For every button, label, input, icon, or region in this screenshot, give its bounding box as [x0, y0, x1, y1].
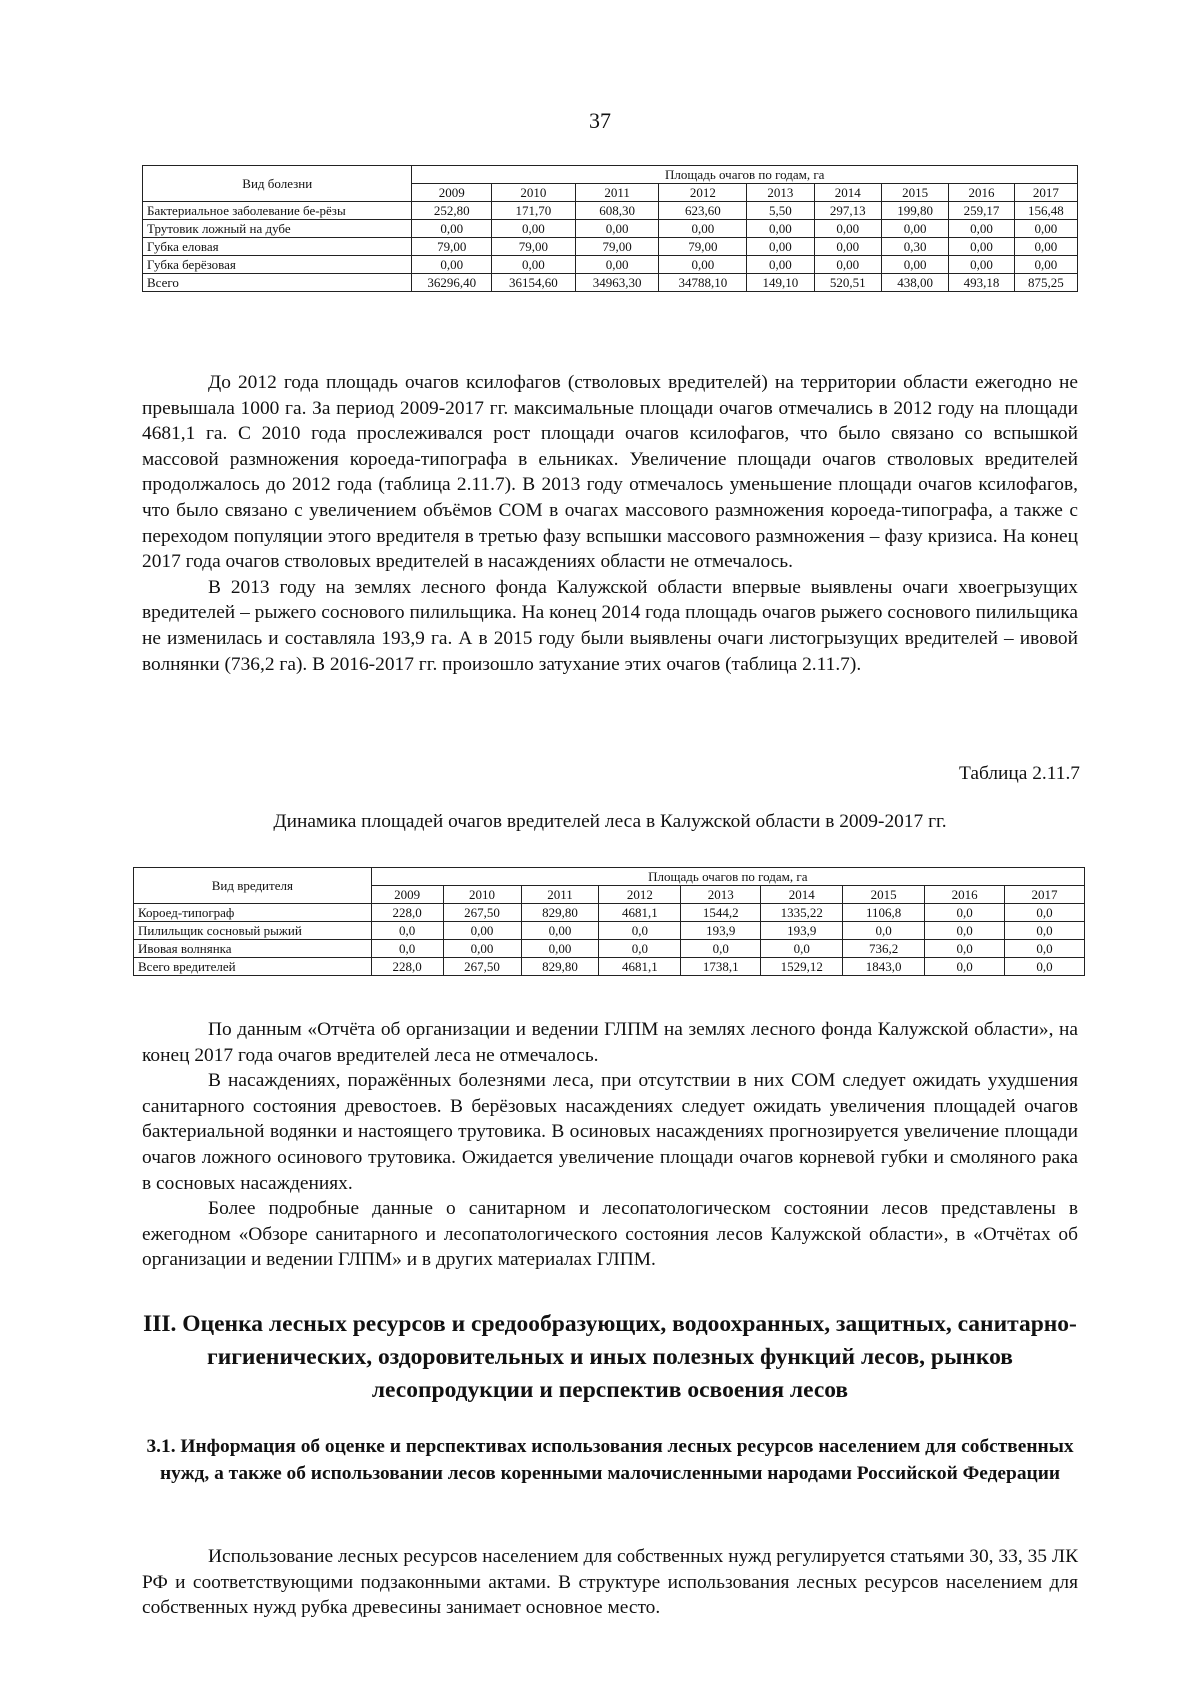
area-value: 0,0: [681, 940, 761, 958]
year-header: 2011: [521, 886, 599, 904]
area-value: 0,00: [949, 256, 1014, 274]
area-value: 193,9: [761, 922, 843, 940]
area-group-header: Площадь очагов по годам, га: [371, 868, 1084, 886]
year-header: 2011: [575, 184, 659, 202]
paragraph: Более подробные данные о санитарном и лесопатологическом состоянии лесов представлены в ежегодном «Обзоре санитарного и лесопатологического состояния лесов Калужской области», в «Отчётах об организации и ведении ГЛПМ» и в других материалах ГЛПМ.: [142, 1198, 1078, 1271]
year-header: 2013: [681, 886, 761, 904]
area-value: 0,00: [814, 220, 881, 238]
area-value: 493,18: [949, 274, 1014, 292]
table-row: [143, 202, 1078, 220]
area-value: 297,13: [814, 202, 881, 220]
area-value: 0,00: [492, 256, 576, 274]
area-value: 5,50: [747, 202, 814, 220]
year-header: 2012: [599, 886, 681, 904]
table-caption: Динамика площадей очагов вредителей леса в Калужской области в 2009-2017 гг.: [273, 811, 947, 832]
area-value: 0,0: [371, 922, 443, 940]
table-row: [134, 904, 1085, 922]
area-value: 0,00: [747, 220, 814, 238]
area-value: 0,0: [1005, 922, 1085, 940]
area-value: 0,00: [575, 220, 659, 238]
disease-name: Губка еловая: [143, 238, 412, 256]
disease-table: [142, 165, 1078, 292]
area-value: 829,80: [521, 904, 599, 922]
area-value: 171,70: [492, 202, 576, 220]
area-value: 0,00: [492, 220, 576, 238]
area-value: 0,00: [1014, 238, 1077, 256]
disease-name: Трутовик ложный на дубе: [143, 220, 412, 238]
area-value: 0,00: [747, 256, 814, 274]
area-value: 0,0: [925, 922, 1005, 940]
area-value: 0,00: [521, 940, 599, 958]
year-header: 2014: [761, 886, 843, 904]
area-value: 1544,2: [681, 904, 761, 922]
paragraph: До 2012 года площадь очагов ксилофагов (стволовых вредителей) на территории области ежегодно не превышала 1000 га. За период 2009-2017 гг. максимальные площади очагов отмечались в 2012 году на площади 4681,1 га. С 2010 года прослеживался рост площади очагов ксилофагов, что было связано со вспышкой массовой размножения короеда-типографа в ельниках. Увеличение площади очагов стволовых вредителей продолжалось до 2012 года (таблица 2.11.7). В 2013 году отмечалось уменьшение площади очагов ксилофагов, что было связано с увеличением объёмов СОМ в очагах массового размножения короеда-типографа, а также с переходом популяции этого вредителя в третью фазу вспышки массового размножения – фазу кризиса. На конец 2017 года очагов стволовых вредителей в насаждениях области не отмечалось.: [142, 372, 1078, 573]
table-row: [143, 256, 1078, 274]
area-value: 0,00: [881, 220, 948, 238]
section-title: III. Оценка лесных ресурсов и средообразующих, водоохранных, защитных, санитарно-гигиенических, оздоровительных и иных полезных функций лесов, рынков лесопродукции и перспектив освоения лесов: [143, 1311, 1077, 1403]
table-row: [134, 940, 1085, 958]
area-value: 0,0: [761, 940, 843, 958]
area-value: 0,00: [1014, 220, 1077, 238]
area-value: 0,0: [599, 940, 681, 958]
text-block-forecast: [142, 1017, 1078, 1273]
table-row: [143, 220, 1078, 238]
area-value: 0,00: [814, 256, 881, 274]
pest-name: Всего вредителей: [134, 958, 372, 976]
pest-table: [133, 867, 1085, 976]
area-value: 267,50: [443, 904, 521, 922]
area-value: 0,00: [1014, 256, 1077, 274]
area-value: 0,0: [1005, 958, 1085, 976]
paragraph: По данным «Отчёта об организации и ведении ГЛПМ на землях лесного фонда Калужской области», на конец 2017 года очагов вредителей леса не отмечалось.: [142, 1019, 1078, 1066]
area-value: 0,00: [521, 922, 599, 940]
area-value: 1106,8: [843, 904, 925, 922]
area-value: 0,00: [659, 220, 747, 238]
year-header: 2015: [843, 886, 925, 904]
area-value: 36296,40: [412, 274, 492, 292]
area-value: 79,00: [492, 238, 576, 256]
area-value: 875,25: [1014, 274, 1077, 292]
area-value: 1843,0: [843, 958, 925, 976]
table-row: [134, 958, 1085, 976]
year-header: 2016: [925, 886, 1005, 904]
disease-name: Всего: [143, 274, 412, 292]
disease-name: Бактериальное заболевание бе-рёзы: [143, 202, 412, 220]
year-header: 2016: [949, 184, 1014, 202]
year-header: 2009: [371, 886, 443, 904]
area-value: 0,0: [599, 922, 681, 940]
page-number: 37: [589, 108, 611, 133]
paragraph: Использование лесных ресурсов населением для собственных нужд регулируется статьями 30, 33, 35 ЛК РФ и соответствующими подзаконными актами. В структуре использования лесных ресурсов населением для собственных нужд рубка древесины занимает основное место.: [142, 1546, 1078, 1619]
table-row: [134, 922, 1085, 940]
area-value: 34963,30: [575, 274, 659, 292]
paragraph: В насаждениях, поражённых болезнями леса, при отсутствии в них СОМ следует ожидать ухудшения санитарного состояния древостоев. В берёзовых насаждениях следует ожидать увеличения площадей очагов бактериальной водянки и настоящего трутовика. В осиновых насаждениях прогнозируется увеличение площади очагов ложного осинового трутовика. Ожидается увеличение площади очагов корневой губки и смоляного рака в сосновых насаждениях.: [142, 1070, 1078, 1194]
area-value: 0,00: [575, 256, 659, 274]
area-value: 0,0: [371, 940, 443, 958]
text-block-xylophages: [142, 370, 1078, 677]
pest-name: Ивовая волнянка: [134, 940, 372, 958]
year-header: 2010: [492, 184, 576, 202]
area-value: 0,00: [443, 922, 521, 940]
area-value: 4681,1: [599, 904, 681, 922]
area-value: 252,80: [412, 202, 492, 220]
area-value: 0,00: [881, 256, 948, 274]
area-value: 79,00: [659, 238, 747, 256]
year-header: 2014: [814, 184, 881, 202]
table-row: [143, 274, 1078, 292]
area-value: 4681,1: [599, 958, 681, 976]
disease-name: Губка берёзовая: [143, 256, 412, 274]
table-label: Таблица 2.11.7: [959, 763, 1080, 784]
year-header: 2017: [1014, 184, 1077, 202]
pest-name: Пилильщик сосновый рыжий: [134, 922, 372, 940]
area-value: 0,0: [1005, 904, 1085, 922]
area-value: 0,00: [412, 256, 492, 274]
area-group-header: Площадь очагов по годам, га: [412, 166, 1078, 184]
area-value: 0,00: [949, 238, 1014, 256]
year-header: 2012: [659, 184, 747, 202]
area-value: 1738,1: [681, 958, 761, 976]
area-value: 0,0: [925, 904, 1005, 922]
area-value: 79,00: [575, 238, 659, 256]
year-header: 2010: [443, 886, 521, 904]
area-value: 193,9: [681, 922, 761, 940]
pest-col-header: Вид вредителя: [134, 868, 372, 904]
area-value: 156,48: [1014, 202, 1077, 220]
area-value: 0,0: [1005, 940, 1085, 958]
area-value: 79,00: [412, 238, 492, 256]
area-value: 829,80: [521, 958, 599, 976]
area-value: 736,2: [843, 940, 925, 958]
year-header: 2017: [1005, 886, 1085, 904]
area-value: 0,0: [925, 958, 1005, 976]
area-value: 520,51: [814, 274, 881, 292]
area-value: 0,30: [881, 238, 948, 256]
year-header: 2015: [881, 184, 948, 202]
subsection-title: 3.1. Информация об оценке и перспективах использования лесных ресурсов населением для собственных нужд, а также об использовании лесов коренными малочисленными народами Российской Федерации: [146, 1436, 1074, 1484]
year-header: 2013: [747, 184, 814, 202]
area-value: 0,00: [814, 238, 881, 256]
area-value: 0,00: [443, 940, 521, 958]
area-value: 259,17: [949, 202, 1014, 220]
area-value: 0,00: [659, 256, 747, 274]
table-row: [143, 238, 1078, 256]
pest-name: Короед-типограф: [134, 904, 372, 922]
text-block-resources: [142, 1544, 1078, 1621]
area-value: 267,50: [443, 958, 521, 976]
year-header: 2009: [412, 184, 492, 202]
area-value: 623,60: [659, 202, 747, 220]
area-value: 149,10: [747, 274, 814, 292]
area-value: 0,00: [949, 220, 1014, 238]
area-value: 608,30: [575, 202, 659, 220]
area-value: 36154,60: [492, 274, 576, 292]
paragraph: В 2013 году на землях лесного фонда Калужской области впервые выявлены очаги хвоегрызущих вредителей – рыжего соснового пилильщика. На конец 2014 года площадь очагов рыжего соснового пилильщика не изменилась и составляла 193,9 га. А в 2015 году были выявлены очаги листогрызущих вредителей – ивовой волнянки (736,2 га). В 2016-2017 гг. произошло затухание этих очагов (таблица 2.11.7).: [142, 576, 1078, 675]
area-value: 228,0: [371, 958, 443, 976]
area-value: 34788,10: [659, 274, 747, 292]
area-value: 228,0: [371, 904, 443, 922]
area-value: 0,00: [747, 238, 814, 256]
area-value: 438,00: [881, 274, 948, 292]
area-value: 1529,12: [761, 958, 843, 976]
area-value: 1335,22: [761, 904, 843, 922]
area-value: 0,0: [925, 940, 1005, 958]
area-value: 0,0: [843, 922, 925, 940]
area-value: 0,00: [412, 220, 492, 238]
area-value: 199,80: [881, 202, 948, 220]
disease-col-header: Вид болезни: [143, 166, 412, 202]
